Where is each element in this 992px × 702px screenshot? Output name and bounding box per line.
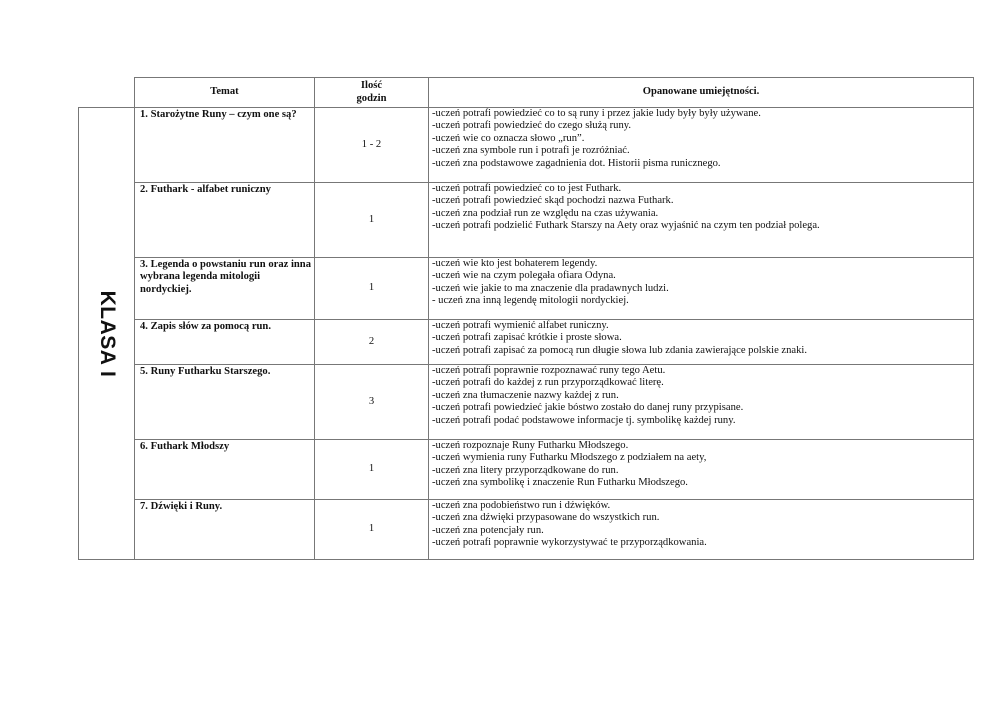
skill-line: -uczeń rozpoznaje Runy Futharku Młodszego. [432, 440, 629, 451]
header-blank-cell [79, 78, 135, 108]
hours-cell: 3 [315, 365, 429, 440]
topic-cell: 5. Runy Futharku Starszego. [135, 365, 315, 440]
hours-cell: 1 - 2 [315, 108, 429, 183]
skills-cell [429, 500, 974, 560]
skill-line: -uczeń potrafi powiedzieć skąd pochodzi nazwa Futhark. [432, 195, 674, 207]
skill-line: -uczeń potrafi zapisać krótkie i proste słowa. [432, 332, 622, 344]
header-hours-line1: Ilość [360, 80, 383, 92]
table-header-row [79, 78, 974, 108]
skill-line: -uczeń potrafi wymienić alfabet runiczny. [432, 320, 609, 331]
header-hours [315, 78, 429, 108]
skill-line: -uczeń zna litery przyporządkowane do run. [432, 464, 619, 476]
skill-line: -uczeń potrafi do każdej z run przyporządkować literę. [432, 377, 664, 389]
skill-line: -uczeń wie co oznacza słowo „run”. [432, 132, 585, 144]
topic-cell: 3. Legenda o powstaniu run oraz inna wybrana legenda mitologii nordyckiej. [135, 258, 315, 320]
skills-cell [429, 320, 974, 365]
skills-cell [429, 258, 974, 320]
skill-line: -uczeń potrafi poprawnie wykorzystywać te przyporządkowania. [432, 537, 707, 549]
skill-line: -uczeń potrafi powiedzieć co to jest Futhark. [432, 183, 622, 194]
topic-cell: 2. Futhark - alfabet runiczny [135, 183, 315, 258]
class-label: KLASA I [95, 290, 119, 377]
skill-line: -uczeń wymienia runy Futharku Młodszego z podziałem na aety, [432, 452, 707, 464]
skill-line: -uczeń potrafi podać podstawowe informacje tj. symbolikę każdej runy. [432, 414, 736, 426]
hours-cell: 1 [315, 440, 429, 500]
skill-line: -uczeń zna tłumaczenie nazwy każdej z run. [432, 389, 619, 401]
skill-line: -uczeń wie na czym polegała ofiara Odyna. [432, 270, 616, 282]
hours-cell: 1 [315, 500, 429, 560]
header-topic: Temat [135, 78, 315, 108]
hours-cell: 1 [315, 258, 429, 320]
skill-line: -uczeń potrafi powiedzieć co to są runy i przez jakie ludy były były używane. [432, 108, 761, 119]
table-row [79, 365, 974, 440]
skill-line: -uczeń zna symbole run i potrafi je rozróżniać. [432, 145, 630, 157]
skill-line: -uczeń wie kto jest bohaterem legendy. [432, 258, 598, 269]
skill-line: -uczeń potrafi powiedzieć jakie bóstwo zostało do danej runy przypisane. [432, 402, 744, 414]
topic-cell: 7. Dźwięki i Runy. [135, 500, 315, 560]
skills-cell [429, 440, 974, 500]
header-skills: Opanowane umiejętności. [429, 78, 974, 108]
skill-line: -uczeń zna podział run ze względu na czas używania. [432, 207, 659, 219]
skill-line: -uczeń zna dźwięki przypasowane do wszystkich run. [432, 512, 660, 524]
topic-cell: 1. Starożytne Runy – czym one są? [135, 108, 315, 183]
curriculum-table [78, 77, 974, 560]
hours-cell: 1 [315, 183, 429, 258]
skill-line: -uczeń potrafi powiedzieć do czego służą runy. [432, 120, 632, 132]
class-cell [79, 108, 135, 560]
table-row [79, 183, 974, 258]
skill-line: -uczeń zna symbolikę i znaczenie Run Futharku Młodszego. [432, 477, 688, 489]
skill-line: -uczeń potrafi zapisać za pomocą run długie słowa lub zdania zawierające polskie znaki. [432, 344, 808, 356]
table-row [79, 320, 974, 365]
table-row [79, 108, 974, 183]
skill-line: - uczeń zna inną legendę mitologii nordyckiej. [432, 295, 629, 307]
skill-line: -uczeń potrafi podzielić Futhark Starszy na Aety oraz wyjaśnić na czym ten podział polega. [432, 220, 820, 232]
skills-cell [429, 183, 974, 258]
skills-cell [429, 108, 974, 183]
skill-line: -uczeń zna potencjały run. [432, 524, 544, 536]
skills-cell [429, 365, 974, 440]
hours-cell: 2 [315, 320, 429, 365]
skill-line: -uczeń potrafi poprawnie rozpoznawać runy tego Aetu. [432, 365, 666, 376]
skill-line: -uczeń zna podobieństwo run i dźwięków. [432, 500, 611, 511]
topic-cell: 4. Zapis słów za pomocą run. [135, 320, 315, 365]
header-hours-line2: godzin [356, 92, 387, 104]
table-row [79, 500, 974, 560]
skill-line: -uczeń zna podstawowe zagadnienia dot. Historii pisma runicznego. [432, 157, 721, 169]
skill-line: -uczeń wie jakie to ma znaczenie dla pradawnych ludzi. [432, 282, 669, 294]
table-row [79, 440, 974, 500]
table-row [79, 258, 974, 320]
topic-cell: 6. Futhark Młodszy [135, 440, 315, 500]
